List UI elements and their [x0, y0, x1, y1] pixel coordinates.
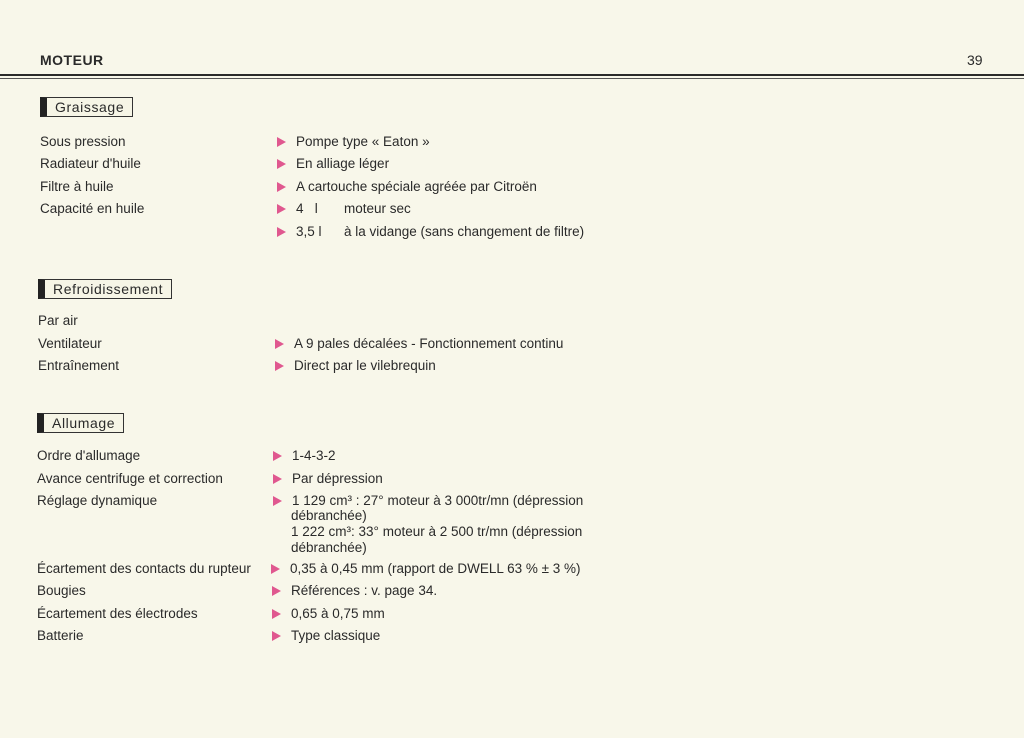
spec-value-continuation: 1 222 cm³: 33° moteur à 2 500 tr/mn (dépression — [291, 524, 583, 539]
spec-value: A 9 pales décalées - Fonctionnement continu — [275, 336, 563, 351]
spec-label: Réglage dynamique — [37, 493, 158, 508]
bullet-arrow-icon — [277, 159, 286, 169]
bullet-arrow-icon — [273, 451, 282, 461]
header-rule-thin — [0, 78, 1024, 79]
bullet-arrow-icon — [273, 496, 282, 506]
spec-value: Type classique — [272, 628, 380, 643]
spec-label: Batterie — [37, 628, 84, 643]
spec-label: Radiateur d'huile — [40, 156, 141, 171]
section-title-graissage: Graissage — [40, 97, 133, 117]
spec-label: Par air — [38, 313, 78, 328]
spec-label: Ordre d'allumage — [37, 448, 141, 463]
spec-label: Filtre à huile — [40, 179, 114, 194]
spec-label: Capacité en huile — [40, 201, 145, 216]
spec-label: Bougies — [37, 583, 86, 598]
bullet-arrow-icon — [277, 182, 286, 192]
spec-label: Écartement des contacts du rupteur — [37, 561, 251, 576]
bullet-arrow-icon — [272, 609, 281, 619]
bullet-arrow-icon — [271, 564, 280, 574]
bullet-arrow-icon — [277, 204, 286, 214]
spec-value-continuation: débranchée) — [291, 508, 367, 523]
section-title-allumage: Allumage — [37, 413, 124, 433]
page-title: MOTEUR — [40, 52, 104, 68]
spec-value: 0,65 à 0,75 mm — [272, 606, 385, 621]
bullet-arrow-icon — [275, 361, 284, 371]
spec-value: 0,35 à 0,45 mm (rapport de DWELL 63 % ± 3 %) — [271, 561, 581, 576]
section-title-refroidissement: Refroidissement — [38, 279, 172, 299]
spec-label: Entraînement — [38, 358, 120, 373]
bullet-arrow-icon — [272, 586, 281, 596]
spec-value: Par dépression — [273, 471, 383, 486]
spec-label: Sous pression — [40, 134, 126, 149]
bullet-arrow-icon — [272, 631, 281, 641]
spec-value: En alliage léger — [277, 156, 389, 171]
spec-value: 1 129 cm³ : 27° moteur à 3 000tr/mn (dépression — [273, 493, 583, 508]
spec-value: 1-4-3-2 — [273, 448, 336, 463]
spec-value: 3,5 l à la vidange (sans changement de filtre) — [277, 224, 584, 239]
page-number: 39 — [967, 52, 983, 68]
spec-value-continuation: débranchée) — [291, 540, 367, 555]
bullet-arrow-icon — [275, 339, 284, 349]
bullet-arrow-icon — [277, 227, 286, 237]
spec-value: Direct par le vilebrequin — [275, 358, 436, 373]
spec-value: Références : v. page 34. — [272, 583, 437, 598]
spec-label: Écartement des électrodes — [37, 606, 198, 621]
spec-value: 4 l moteur sec — [277, 201, 411, 216]
bullet-arrow-icon — [273, 474, 282, 484]
bullet-arrow-icon — [277, 137, 286, 147]
header-rule — [0, 74, 1024, 76]
spec-label: Ventilateur — [38, 336, 102, 351]
spec-value: Pompe type « Eaton » — [277, 134, 430, 149]
spec-label: Avance centrifuge et correction — [37, 471, 223, 486]
spec-value: A cartouche spéciale agréée par Citroën — [277, 179, 537, 194]
